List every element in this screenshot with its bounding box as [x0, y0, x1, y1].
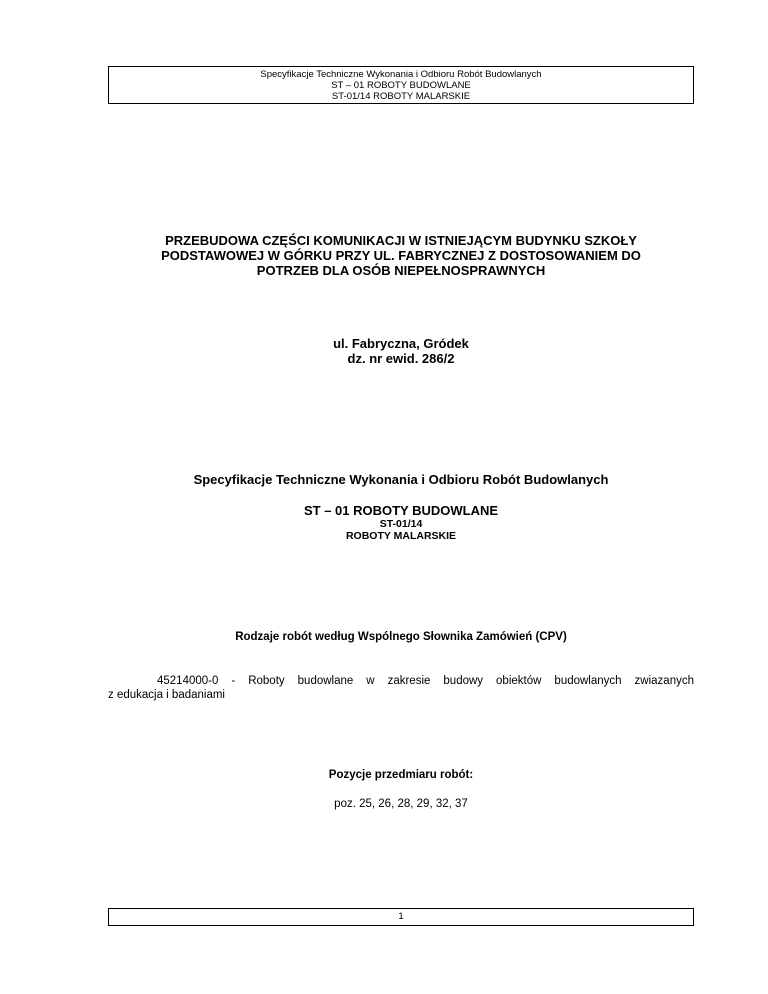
header-line-2: ST – 01 ROBOTY BUDOWLANE [331, 80, 471, 91]
positions-heading: Pozycje przedmiaru robót: [328, 769, 474, 781]
specification-title: Specyfikacje Techniczne Wykonania i Odbioru Robót Budowlanych [193, 472, 609, 487]
page-footer [108, 908, 694, 926]
project-title-line-1: PRZEBUDOWA CZĘŚCI KOMUNIKACJI W ISTNIEJĄCYM BUDYNKU SZKOŁY [165, 233, 637, 248]
st-subtitle [108, 518, 694, 542]
positions-list: poz. 25, 26, 28, 29, 32, 37 [334, 798, 468, 810]
project-title [108, 233, 694, 278]
page-header [108, 66, 694, 104]
cpv-heading: Rodzaje robót według Wspólnego Słownika Zamówień (CPV) [235, 631, 567, 643]
project-title-line-3: POTRZEB DLA OSÓB NIEPEŁNOSPRAWNYCH [256, 263, 546, 278]
st-title: ST – 01 ROBOTY BUDOWLANE [303, 503, 499, 518]
cpv-entry-line-2: z edukacja i badaniami [108, 689, 225, 701]
header-line-3: ST-01/14 ROBOTY MALARSKIE [331, 91, 471, 102]
header-line-1: Specyfikacje Techniczne Wykonania i Odbioru Robót Budowlanych [260, 69, 542, 80]
page-number: 1 [398, 911, 404, 922]
address-parcel: dz. nr ewid. 286/2 [347, 351, 455, 366]
st-code: ST-01/14 [379, 518, 423, 530]
address-street: ul. Fabryczna, Gródek [333, 336, 469, 351]
cpv-entry-line-1: 45214000-0 - Roboty budowlane w zakresie budowy obiektów budowlanych zwiazanych [157, 675, 694, 687]
cpv-entry [108, 674, 694, 702]
st-name: ROBOTY MALARSKIE [345, 530, 457, 542]
project-title-line-2: PODSTAWOWEJ W GÓRKU PRZY UL. FABRYCZNEJ Z DOSTOSOWANIEM DO [161, 248, 641, 263]
project-address [108, 336, 694, 366]
